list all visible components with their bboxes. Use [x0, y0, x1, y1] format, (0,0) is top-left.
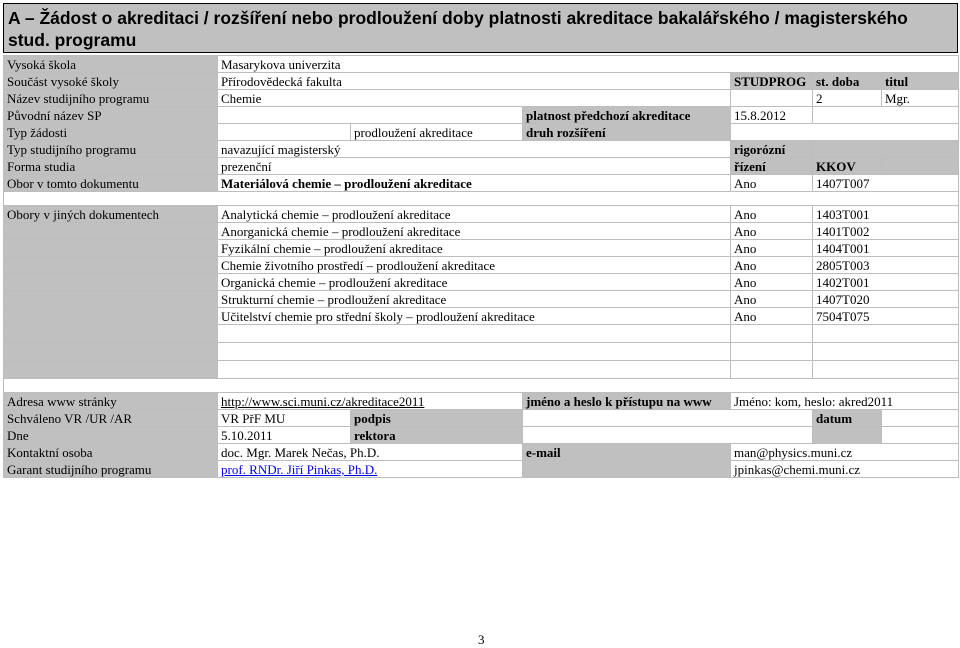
value-email: man@physics.muni.cz [731, 444, 959, 461]
spacer-row [4, 192, 959, 206]
label-kkov: KKOV [813, 158, 882, 175]
label-forma: Forma studia [4, 158, 218, 175]
blank-cell [218, 325, 731, 343]
blank-cell [813, 343, 959, 361]
other-field-rig: Ano [731, 291, 813, 308]
other-field-name: Analytická chemie – prodloužení akreditace [218, 206, 731, 223]
row-garant [4, 461, 959, 478]
blank-cell [4, 379, 959, 393]
label-typ-sp: Typ studijního programu [4, 141, 218, 158]
accreditation-form [3, 55, 959, 478]
label-rektora: rektora [351, 427, 523, 444]
other-field-kkov: 1407T020 [813, 291, 959, 308]
value-dne: 5.10.2011 [218, 427, 351, 444]
blank-cell [731, 343, 813, 361]
value-studprog [731, 90, 813, 107]
blank-cell [4, 291, 218, 308]
value-puvodni-nazev [218, 107, 523, 124]
row-other-field-empty [4, 361, 959, 379]
blank-cell [4, 223, 218, 240]
other-field-name: Organická chemie – prodloužení akreditace [218, 274, 731, 291]
row-other-field [4, 206, 959, 223]
row-other-field [4, 223, 959, 240]
www-address-link[interactable]: http://www.sci.muni.cz/akreditace2011 [221, 394, 425, 409]
row-obor [4, 175, 959, 192]
row-other-field [4, 274, 959, 291]
value-garant [218, 461, 523, 478]
label-soucast: Součást vysoké školy [4, 73, 218, 90]
label-dne: Dne [4, 427, 218, 444]
row-schvaleno [4, 410, 959, 427]
blank-cell [4, 325, 218, 343]
label-podpis: podpis [351, 410, 523, 427]
blank-cell [813, 325, 959, 343]
value-soucast: Přírodovědecká fakulta [218, 73, 731, 90]
value-nazev: Chemie [218, 90, 731, 107]
other-field-name: Chemie životního prostředí – prodloužení akreditace [218, 257, 731, 274]
row-vysoka-skola [4, 56, 959, 73]
value-typ-zadosti: prodloužení akreditace [351, 124, 523, 141]
row-kontakt [4, 444, 959, 461]
label-obor: Obor v tomto dokumentu [4, 175, 218, 192]
spacer-row [4, 379, 959, 393]
value-datum [882, 410, 959, 427]
blank-cell [882, 427, 959, 444]
label-titul: titul [882, 73, 959, 90]
row-dne [4, 427, 959, 444]
value-schvaleno: VR PřF MU [218, 410, 351, 427]
other-field-kkov: 1401T002 [813, 223, 959, 240]
value-titul: Mgr. [882, 90, 959, 107]
blank-cell [523, 461, 731, 478]
row-other-field [4, 240, 959, 257]
label-email: e-mail [523, 444, 731, 461]
blank-cell [731, 325, 813, 343]
value-jmeno-heslo: Jméno: kom, heslo: akred2011 [731, 393, 959, 410]
row-adresa [4, 393, 959, 410]
label-kontakt: Kontaktní osoba [4, 444, 218, 461]
label-vysoka-skola: Vysoká škola [4, 56, 218, 73]
value-adresa [218, 393, 523, 410]
blank-cell [4, 361, 218, 379]
other-field-kkov: 7504T075 [813, 308, 959, 325]
other-field-rig: Ano [731, 223, 813, 240]
value-obor-rig: Ano [731, 175, 813, 192]
label-rizeni: řízení [731, 158, 813, 175]
blank-cell [4, 274, 218, 291]
other-field-name: Anorganická chemie – prodloužení akreditace [218, 223, 731, 240]
other-field-name: Učitelství chemie pro střední školy – prodloužení akreditace [218, 308, 731, 325]
label-platnost: platnost předchozí akreditace [523, 107, 731, 124]
label-studprog: STUDPROG [731, 73, 813, 90]
form-title: A – Žádost o akreditaci / rozšíření nebo prodloužení doby platnosti akreditace bakalářského / magisterského stud. programu [3, 3, 958, 53]
blank-cell [218, 361, 731, 379]
blank-cell [731, 361, 813, 379]
label-puvodni-nazev: Původní název SP [4, 107, 218, 124]
row-other-field-empty [4, 343, 959, 361]
value-obor-kkov: 1407T007 [813, 175, 959, 192]
value-vysoka-skola: Masarykova univerzita [218, 56, 959, 73]
other-field-kkov: 1402T001 [813, 274, 959, 291]
other-field-rig: Ano [731, 274, 813, 291]
row-soucast [4, 73, 959, 90]
row-typ-sp [4, 141, 959, 158]
label-schvaleno: Schváleno VR /UR /AR [4, 410, 218, 427]
row-nazev [4, 90, 959, 107]
blank-cell [218, 343, 731, 361]
blank-cell [813, 141, 959, 158]
other-field-kkov: 1403T001 [813, 206, 959, 223]
value-podpis [523, 410, 813, 427]
other-field-rig: Ano [731, 308, 813, 325]
row-other-field [4, 308, 959, 325]
value-garant-email: jpinkas@chemi.muni.cz [731, 461, 959, 478]
blank-cell [218, 124, 351, 141]
label-druh-rozsireni: druh rozšíření [523, 124, 731, 141]
other-field-kkov: 1404T001 [813, 240, 959, 257]
label-jine-obory: Obory v jiných dokumentech [4, 206, 218, 223]
blank-cell [4, 192, 959, 206]
label-adresa: Adresa www stránky [4, 393, 218, 410]
label-typ-zadosti: Typ žádosti [4, 124, 218, 141]
blank-cell [523, 427, 813, 444]
other-field-rig: Ano [731, 257, 813, 274]
value-druh-rozsireni [731, 124, 959, 141]
blank-cell [4, 308, 218, 325]
blank-cell [4, 240, 218, 257]
other-field-name: Fyzikální chemie – prodloužení akreditace [218, 240, 731, 257]
other-field-name: Strukturní chemie – prodloužení akreditace [218, 291, 731, 308]
blank-cell [4, 343, 218, 361]
value-st-doba: 2 [813, 90, 882, 107]
value-kontakt: doc. Mgr. Marek Nečas, Ph.D. [218, 444, 523, 461]
row-forma [4, 158, 959, 175]
page-number: 3 [478, 632, 485, 647]
other-field-rig: Ano [731, 206, 813, 223]
blank-cell [813, 361, 959, 379]
label-nazev: Název studijního programu [4, 90, 218, 107]
other-field-kkov: 2805T003 [813, 257, 959, 274]
blank-cell [4, 257, 218, 274]
other-field-rig: Ano [731, 240, 813, 257]
row-other-field [4, 291, 959, 308]
blank-cell [813, 427, 882, 444]
blank-cell [882, 158, 959, 175]
row-other-field-empty [4, 325, 959, 343]
label-st-doba: st. doba [813, 73, 882, 90]
row-typ-zadosti [4, 124, 959, 141]
value-platnost: 15.8.2012 [731, 107, 813, 124]
label-rigorozni: rigorózní [731, 141, 813, 158]
value-typ-sp: navazující magisterský [218, 141, 731, 158]
label-jmeno-heslo: jméno a heslo k přístupu na www [523, 393, 731, 410]
value-obor: Materiálová chemie – prodloužení akreditace [218, 175, 731, 192]
label-datum: datum [813, 410, 882, 427]
blank-cell [813, 107, 959, 124]
row-puvodni-nazev [4, 107, 959, 124]
label-garant: Garant studijního programu [4, 461, 218, 478]
garant-link[interactable]: prof. RNDr. Jiří Pinkas, Ph.D. [221, 462, 378, 477]
row-other-field [4, 257, 959, 274]
value-forma: prezenční [218, 158, 731, 175]
